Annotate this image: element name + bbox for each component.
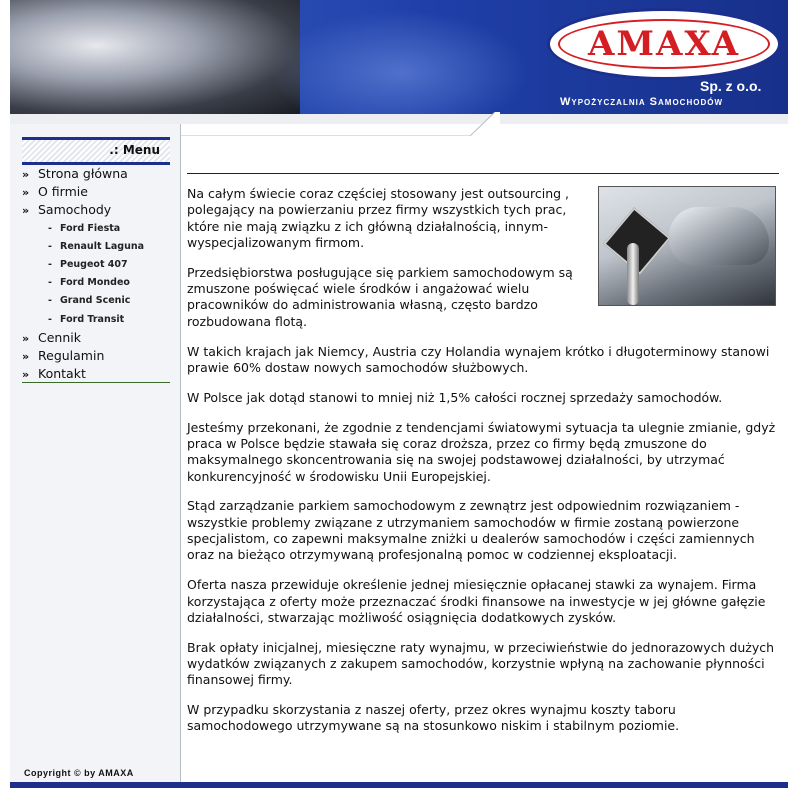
- decorative-slope-line: [180, 112, 500, 136]
- footer-bar: [10, 782, 788, 788]
- paragraph: Stąd zarządzanie parkiem samochodowym z zewnątrz jest odpowiednim rozwiązaniem - wszystkie problemy związane z utrzymaniem samochodów w firmie zostaną powierzone specjalistom, co zapewni maksymalne zniżki u dealerów samochodów i części zamiennych oraz na bieżąco otrzymywaną profesjonalną pomoc w codziennej eksploatacji.: [187, 498, 755, 563]
- menu-item-label: O firmie: [38, 184, 88, 200]
- car-silhouette-image: [270, 10, 530, 114]
- submenu-item-label: Ford Transit: [60, 313, 125, 325]
- paragraph: Oferta nasza przewiduje określenie jednej miesięcznie opłacanej stawki za wynajem. Firma korzystająca z oferty może przeznaczać środki finansowe na inwestycje w jej główne gałęzie działalności, stwarzając możliwość osiągnięcia dodatkowych zysków.: [187, 577, 766, 625]
- menu-item-label: Kontakt: [38, 366, 86, 382]
- paragraph: Przedsiębiorstwa posługujące się parkiem samochodowym są zmuszone poświęcać wiele środków i angażować wielu pracowników do administrowania własną, często bardzo rozbudowana flotą.: [187, 264, 573, 329]
- paragraph: W takich krajach jak Niemcy, Austria czy Holandia wynajem krótko i długoterminowy stanowi prawie 60% dostaw nowych samochodów służbowych.: [187, 343, 770, 375]
- double-chevron-right-icon: »: [22, 349, 30, 363]
- submenu-item-grand-scenic[interactable]: [22, 292, 170, 310]
- logo-text: AMAXA: [588, 24, 740, 64]
- paragraph: Na całym świecie coraz częściej stosowany jest outsourcing , polegający na powierzaniu przez firmy wszystkich tych prac, które nie mają związku z ich główną działalnością, innym-wyspecjalizowanym firmom.: [187, 186, 570, 250]
- paragraph: W Polsce jak dotąd stanowi to mniej niż 1,5% całości rocznej sprzedaży samochodów.: [187, 389, 723, 405]
- menu-item-samochody[interactable]: [22, 201, 170, 219]
- menu-item-regulamin[interactable]: [22, 347, 170, 365]
- submenu-item-ford-transit[interactable]: [22, 311, 170, 329]
- dash-icon: -: [48, 222, 52, 234]
- dash-icon: -: [48, 240, 52, 252]
- submenu-item-peugeot-407[interactable]: [22, 256, 170, 274]
- submenu-item-label: Renault Laguna: [60, 240, 145, 252]
- dash-icon: -: [48, 295, 52, 307]
- double-chevron-right-icon: »: [22, 368, 30, 382]
- copyright-text: Copyright © by AMAXA: [24, 768, 134, 778]
- submenu-item-label: Grand Scenic: [60, 295, 131, 307]
- paragraph: Jesteśmy przekonani, że zgodnie z tendencjami światowymi sytuacja ta ulegnie zmianie, gdyż praca w Polsce będzie stawała się coraz droższa, przez co firmy będą zmuszone do maksymalnego skoncentrowania się na swojej podstawowej działalności, by utrzymać konkurencyjność w środowisku Unii Europejskiej.: [187, 419, 776, 484]
- double-chevron-right-icon: »: [22, 186, 30, 200]
- menu-item-label: Strona główna: [38, 166, 128, 181]
- submenu-item-ford-mondeo[interactable]: [22, 274, 170, 292]
- menu-title: .: Menu: [109, 143, 160, 157]
- submenu-item-label: Peugeot 407: [60, 258, 128, 270]
- menu-item-label: Cennik: [38, 329, 81, 345]
- menu-item-kontakt[interactable]: [22, 365, 170, 383]
- paragraph: W przypadku skorzystania z naszej oferty, przez okres wynajmu koszty taboru samochodowego utrzymywane są na stosunkowo niskim i stabilnym poziomie.: [187, 702, 680, 734]
- dash-icon: -: [48, 313, 52, 325]
- submenu-item-renault-laguna[interactable]: [22, 238, 170, 256]
- submenu-item-ford-fiesta[interactable]: [22, 220, 170, 238]
- article-text: [187, 186, 779, 748]
- menu-item-o-firmie[interactable]: [22, 183, 170, 201]
- menu-header: [22, 137, 170, 165]
- main-menu: [22, 165, 170, 383]
- double-chevron-right-icon: »: [22, 331, 30, 345]
- menu-item-cennik[interactable]: [22, 329, 170, 347]
- content-top-rule: [187, 173, 779, 174]
- company-suffix: Sp. z o.o.: [700, 78, 762, 94]
- menu-item-label: Regulamin: [38, 347, 105, 363]
- car-headlight-image: [10, 0, 300, 114]
- double-chevron-right-icon: »: [22, 168, 30, 181]
- paragraph: Brak opłaty inicjalnej, miesięczne raty wynajmu, w przeciwieństwie do jednorazowych dużych wydatków związanych z zakupem samochodów, korzystnie wpłyną na zachowanie płynności finansowej firmy.: [187, 639, 775, 688]
- submenu-item-label: Ford Mondeo: [60, 277, 130, 289]
- amaxa-logo[interactable]: [547, 8, 781, 80]
- menu-bottom-divider: [22, 382, 170, 383]
- submenu-item-label: Ford Fiesta: [60, 222, 121, 234]
- header-banner: [10, 0, 788, 114]
- company-tagline: Wypożyczalnia Samochodów: [560, 96, 723, 108]
- menu-item-label: Samochody: [38, 202, 112, 218]
- double-chevron-right-icon: »: [22, 204, 30, 218]
- dash-icon: -: [48, 258, 52, 270]
- dash-icon: -: [48, 277, 52, 289]
- menu-item-strona-glowna[interactable]: [22, 165, 170, 183]
